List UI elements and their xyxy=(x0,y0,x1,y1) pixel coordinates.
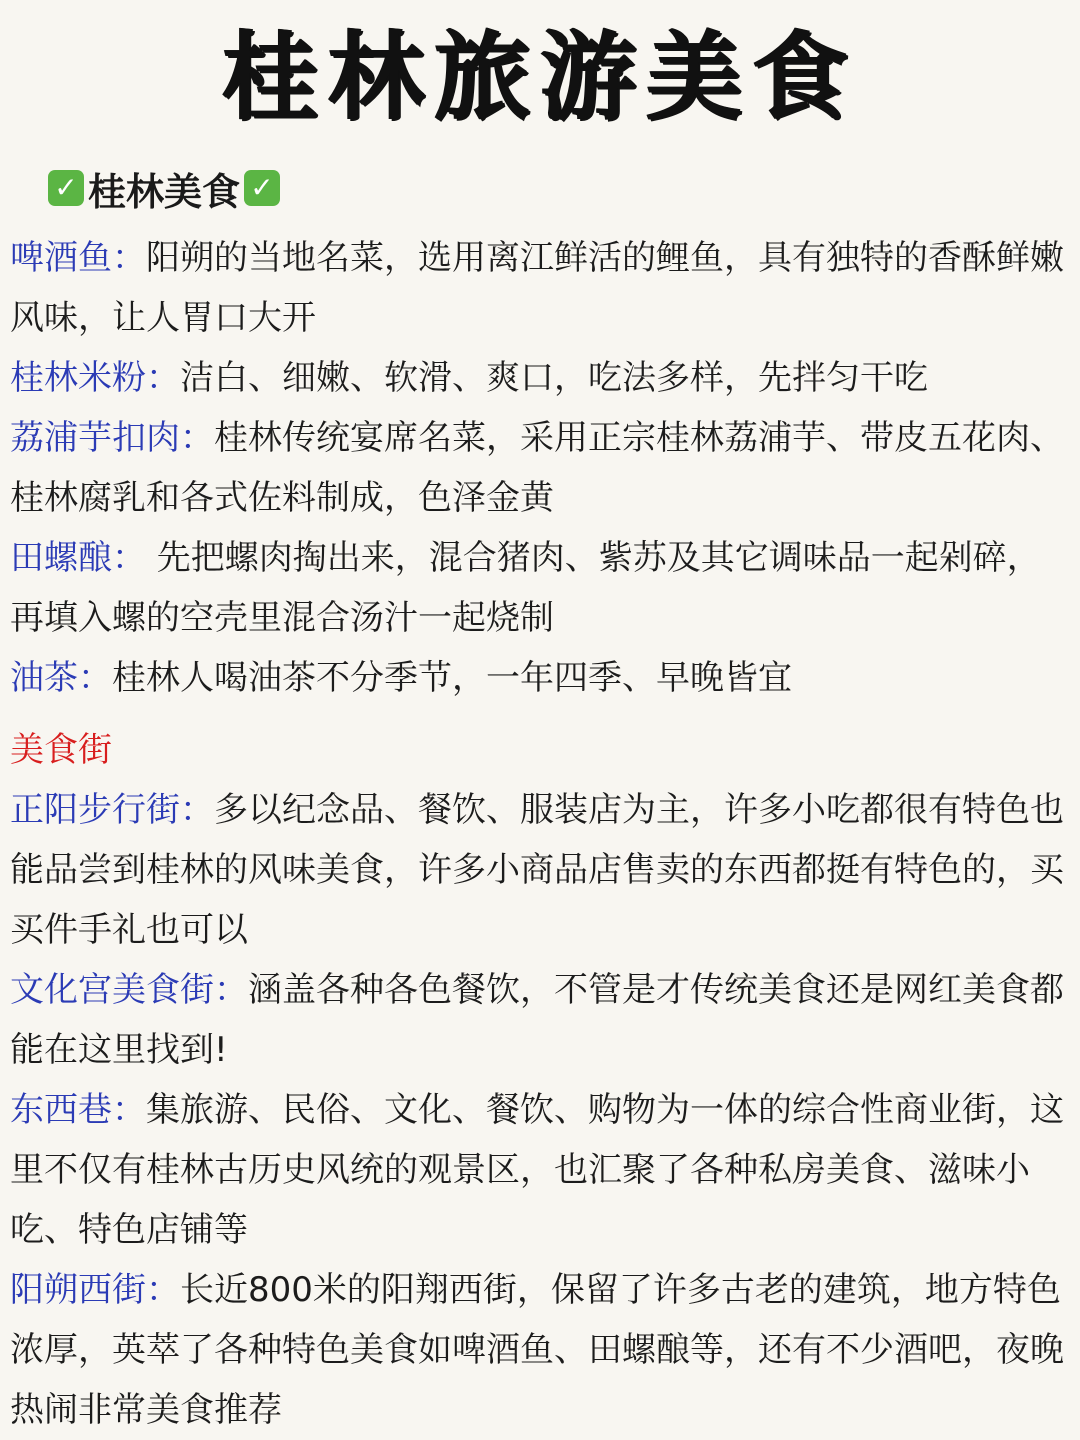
food-item-label: 啤酒鱼： xyxy=(10,238,146,278)
check-mark-icon: ✓ xyxy=(48,170,84,206)
street-item xyxy=(10,1260,1066,1440)
food-item-label: 桂林米粉： xyxy=(10,358,180,398)
food-item-text: 先把螺肉掏出来，混合猪肉、紫苏及其它调味品一起剁碎，再填入螺的空壳里混合汤汁一起烧制 xyxy=(10,538,1041,638)
food-item-label: 田螺酿： xyxy=(10,538,146,578)
section-heading-food xyxy=(44,160,284,216)
food-item-text: 洁白、细嫩、软滑、爽口，吃法多样，先拌匀干吃 xyxy=(180,358,928,398)
street-item-text: 长近800米的阳翔西街，保留了许多古老的建筑，地方特色浓厚，英萃了各种特色美食如啤酒鱼、田螺酿等，还有不少酒吧，夜晚热闹非常美食推荐 xyxy=(10,1270,1064,1430)
food-item-text: 桂林人喝油茶不分季节，一年四季、早晚皆宜 xyxy=(112,658,792,698)
food-item-label: 荔浦芋扣肉： xyxy=(10,418,214,458)
section-heading-streets: 美食街 xyxy=(10,730,112,770)
street-item-text: 涵盖各种各色餐饮，不管是才传统美食还是网红美食都能在这里找到! xyxy=(10,970,1064,1070)
street-item xyxy=(10,960,1066,1080)
street-item-label: 正阳步行街： xyxy=(10,790,214,830)
street-item-label: 文化宫美食街： xyxy=(10,970,248,1010)
food-item-text: 桂林传统宴席名菜，采用正宗桂林荔浦芋、带皮五花肉、桂林腐乳和各式佐料制成，色泽金黄 xyxy=(10,418,1064,518)
food-item xyxy=(10,648,1066,708)
page-title: 桂林旅游美食 xyxy=(222,21,858,133)
street-item-text: 集旅游、民俗、文化、餐饮、购物为一体的综合性商业街，这里不仅有桂林古历史风统的观景区，也汇聚了各种私房美食、滋味小吃、特色店铺等 xyxy=(10,1090,1064,1250)
check-mark-icon: ✓ xyxy=(244,170,280,206)
section-heading-text: 桂林美食 xyxy=(88,169,241,214)
food-item xyxy=(10,408,1066,528)
street-item-label: 东西巷： xyxy=(10,1090,146,1130)
food-item xyxy=(10,348,1066,408)
street-item xyxy=(10,780,1066,960)
content xyxy=(10,228,1066,1440)
food-item xyxy=(10,528,1066,648)
street-item xyxy=(10,1080,1066,1260)
food-item-text: 阳朔的当地名菜，选用离江鲜活的鲤鱼，具有独特的香酥鲜嫩风味，让人胃口大开 xyxy=(10,238,1064,338)
food-item xyxy=(10,228,1066,348)
street-item-label: 阳朔西街： xyxy=(10,1270,180,1310)
food-item-label: 油茶： xyxy=(10,658,112,698)
street-item-text: 多以纪念品、餐饮、服装店为主，许多小吃都很有特色也能品尝到桂林的风味美食，许多小商品店售卖的东西都挺有特色的，买买件手礼也可以 xyxy=(10,790,1064,950)
